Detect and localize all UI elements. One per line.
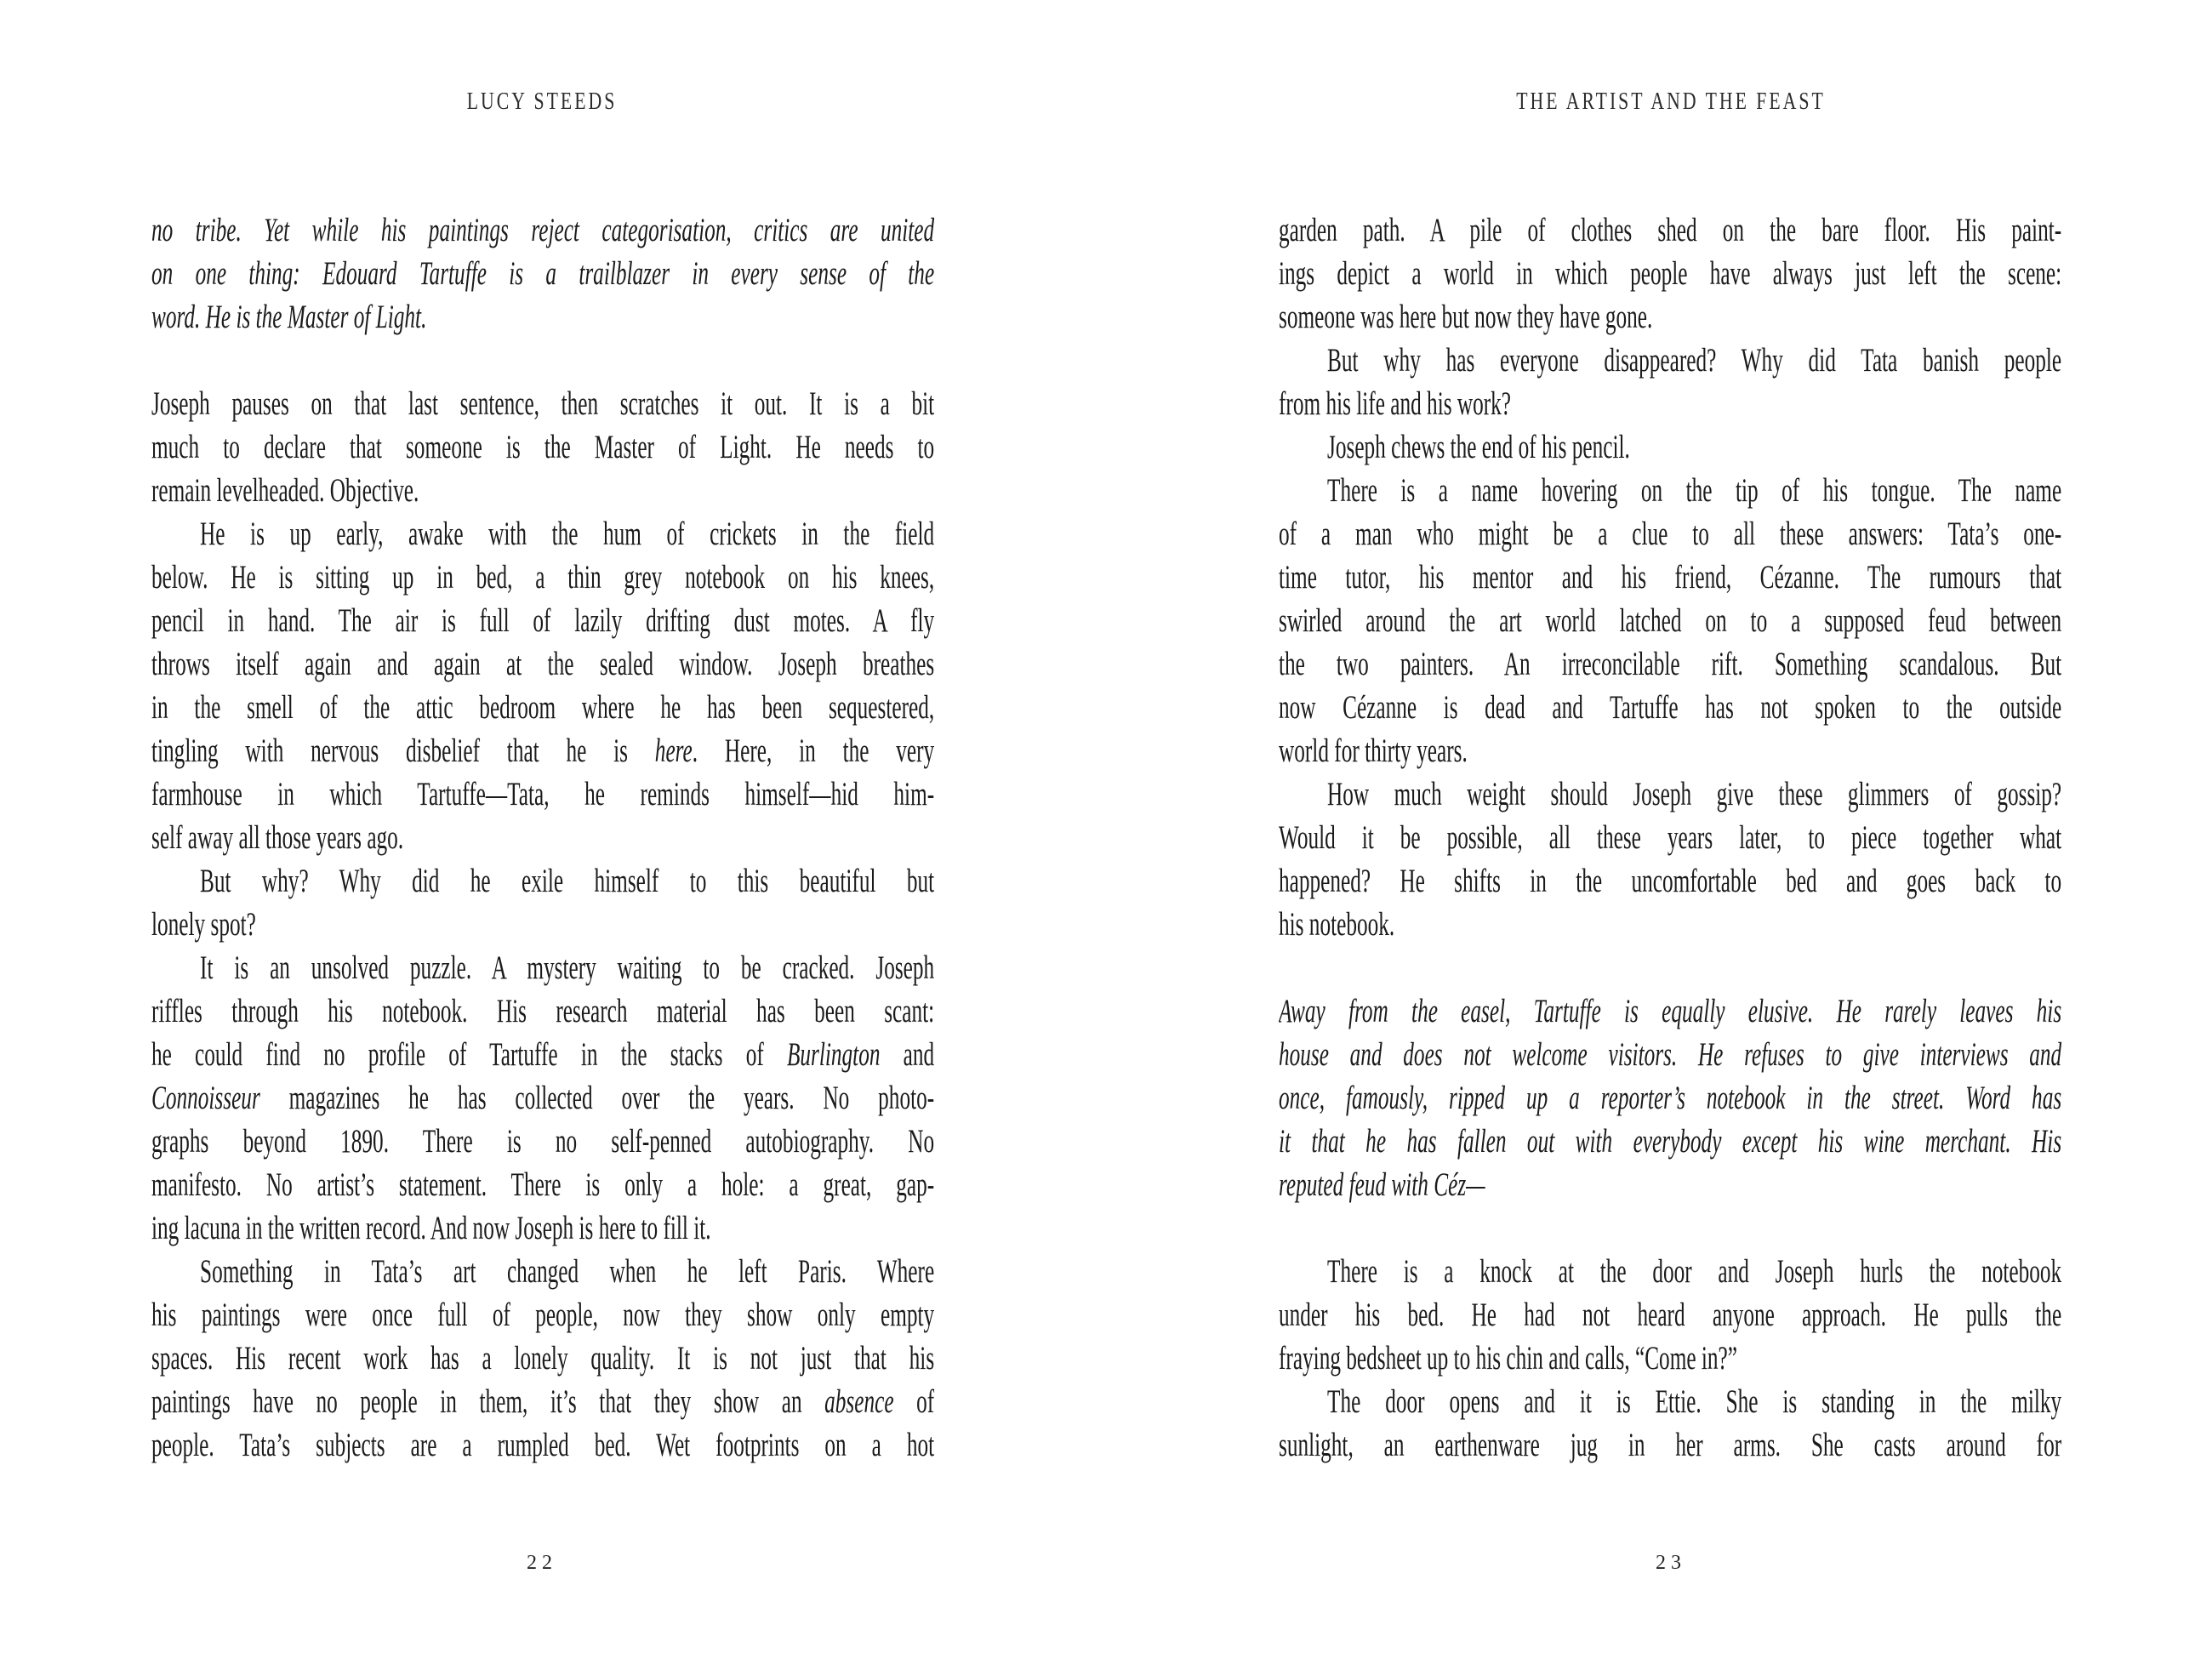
text-line: someone was here but now they have gone. xyxy=(1279,299,1653,335)
text-line: But why? Why did he exile himself to this beautiful but xyxy=(200,863,935,899)
page-number-left: 22 xyxy=(527,1552,557,1574)
text-line: word. He is the Master of Light. xyxy=(151,299,427,335)
left-text-column xyxy=(151,208,934,1467)
text-line: graphs beyond 1890. There is no self-penned autobiography. No xyxy=(151,1123,935,1160)
page-number-right: 23 xyxy=(1656,1552,1686,1574)
text-line: But why has everyone disappeared? Why did Tata banish people xyxy=(1327,342,2062,379)
text-line: world for thirty years. xyxy=(1279,733,1468,769)
text-line: the two painters. An irreconcilable rift. Something scandalous. But xyxy=(1279,646,2062,682)
blank-line xyxy=(151,339,934,382)
text-line: once, famously, ripped up a reporter’s notebook in the street. Word has xyxy=(1279,1080,2062,1116)
text-line: below. He is sitting up in bed, a thin grey notebook on his knees, xyxy=(151,559,935,596)
text-line: Joseph pauses on that last sentence, then scratches it out. It is a bit xyxy=(151,385,935,422)
text-line: people. Tata’s subjects are a rumpled bed. Wet footprints on a hot xyxy=(151,1427,935,1463)
text-line: There is a name hovering on the tip of his tongue. The name xyxy=(1327,472,2062,509)
text-line: Joseph chews the end of his pencil. xyxy=(1327,429,1630,465)
text-line: remain levelheaded. Objective. xyxy=(151,472,419,509)
text-line: it that he has fallen out with everybody except his wine merchant. His xyxy=(1279,1123,2062,1160)
text-line: pencil in hand. The air is full of lazily drifting dust motes. A fly xyxy=(151,602,935,639)
text-line: from his life and his work? xyxy=(1279,385,1512,422)
text-line: Connoisseur magazines he has collected over the years. No photo- xyxy=(151,1080,935,1116)
text-line: of a man who might be a clue to all these answers: Tata’s one- xyxy=(1279,516,2062,552)
text-line: How much weight should Joseph give these glimmers of gossip? xyxy=(1327,776,2062,812)
text-line: Something in Tata’s art changed when he left Paris. Where xyxy=(200,1253,935,1290)
text-line: ings depict a world in which people have always just left the scene: xyxy=(1279,255,2062,292)
text-line: He is up early, awake with the hum of crickets in the field xyxy=(200,516,935,552)
text-line: he could find no profile of Tartuffe in the stacks of Burlington and xyxy=(151,1036,935,1073)
text-line: paintings have no people in them, it’s that they show an absence of xyxy=(151,1383,935,1420)
text-line: his paintings were once full of people, now they show only empty xyxy=(151,1297,935,1333)
text-line: in the smell of the attic bedroom where he has been sequestered, xyxy=(151,689,935,726)
text-line: riffles through his notebook. His research material has been scant: xyxy=(151,993,935,1029)
text-line: his notebook. xyxy=(1279,906,1395,943)
text-line: tingling with nervous disbelief that he is here. Here, in the very xyxy=(151,733,935,769)
text-line: fraying bedsheet up to his chin and calls, “Come in?” xyxy=(1279,1340,1737,1377)
text-line: swirled around the art world latched on to a supposed feud between xyxy=(1279,602,2062,639)
text-line: happened? He shifts in the uncomfortable bed and goes back to xyxy=(1279,863,2062,899)
text-line: Would it be possible, all these years later, to piece together what xyxy=(1279,819,2062,856)
text-line: much to declare that someone is the Master of Light. He needs to xyxy=(151,429,935,465)
text-line: The door opens and it is Ettie. She is standing in the milky xyxy=(1327,1383,2062,1420)
right-text-column xyxy=(1279,208,2061,1467)
text-line: time tutor, his mentor and his friend, Cézanne. The rumours that xyxy=(1279,559,2062,596)
text-line: no tribe. Yet while his paintings reject categorisation, critics are united xyxy=(151,212,935,248)
running-header-right: THE ARTIST AND THE FEAST xyxy=(1516,88,1826,115)
text-line: manifesto. No artist’s statement. There is only a hole: a great, gap- xyxy=(151,1166,935,1203)
text-line: throws itself again and again at the sealed window. Joseph breathes xyxy=(151,646,935,682)
text-line: Away from the easel, Tartuffe is equally elusive. He rarely leaves his xyxy=(1279,993,2062,1029)
blank-line xyxy=(1279,946,2061,989)
text-line: farmhouse in which Tartuffe—Tata, he reminds himself—hid him- xyxy=(151,776,935,812)
text-line: reputed feud with Céz— xyxy=(1279,1166,1485,1203)
text-line: It is an unsolved puzzle. A mystery waiting to be cracked. Joseph xyxy=(200,949,935,986)
running-header-left: LUCY STEEDS xyxy=(466,88,618,115)
text-line: sunlight, an earthenware jug in her arms. She casts around for xyxy=(1279,1427,2062,1463)
blank-line xyxy=(1279,1206,2061,1250)
text-line: ing lacuna in the written record. And now Joseph is here to fill it. xyxy=(151,1210,711,1246)
text-line: now Cézanne is dead and Tartuffe has not spoken to the outside xyxy=(1279,689,2062,726)
text-line: There is a knock at the door and Joseph hurls the notebook xyxy=(1327,1253,2062,1290)
text-line: under his bed. He had not heard anyone approach. He pulls the xyxy=(1279,1297,2062,1333)
text-line: house and does not welcome visitors. He refuses to give interviews and xyxy=(1279,1036,2062,1073)
text-line: on one thing: Edouard Tartuffe is a trailblazer in every sense of the xyxy=(151,255,935,292)
text-line: self away all those years ago. xyxy=(151,819,404,856)
text-line: spaces. His recent work has a lonely quality. It is not just that his xyxy=(151,1340,935,1377)
text-line: lonely spot? xyxy=(151,906,256,943)
text-line: garden path. A pile of clothes shed on the bare floor. His paint- xyxy=(1279,212,2062,248)
